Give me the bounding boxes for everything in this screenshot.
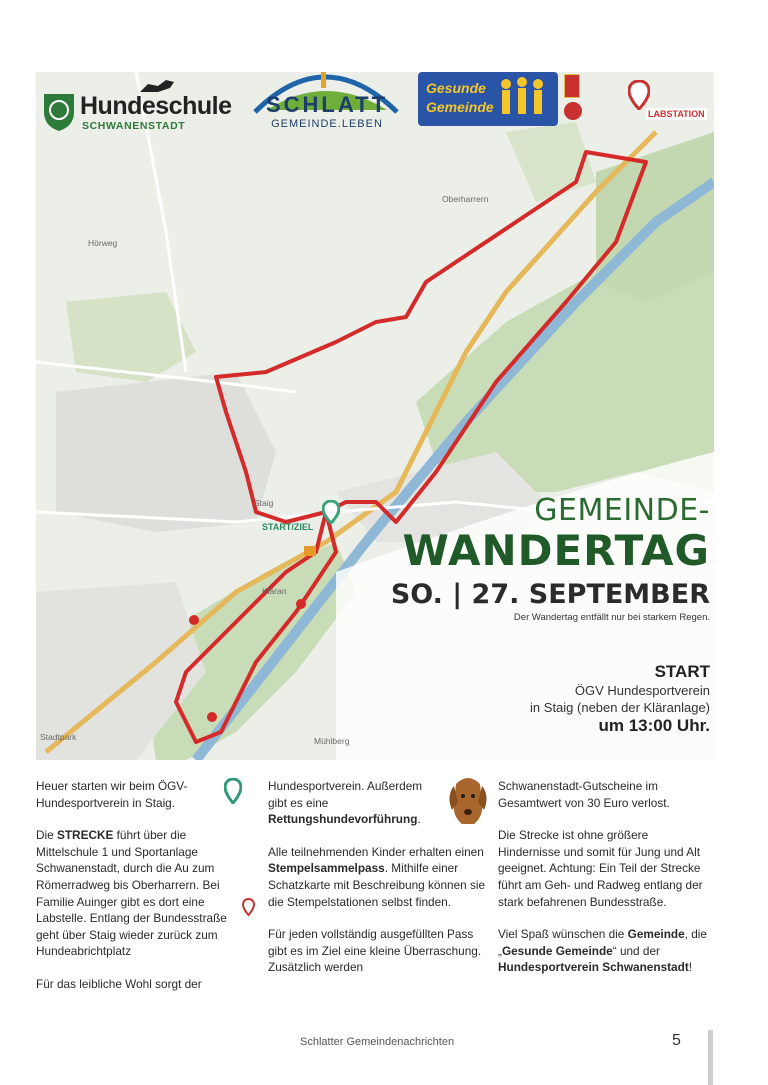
col3-p3-hundesportverein: Hundesportverein Schwanenstadt <box>498 960 689 975</box>
people-group-icon <box>494 74 554 124</box>
start-info-block <box>530 662 710 736</box>
text-column-2 <box>268 778 486 992</box>
labstation-pin-icon <box>628 80 650 110</box>
col2-p1-rettungshund: Rettungshundevorführung <box>268 812 418 827</box>
footer-publication: Schlatter Gemeindenachrichten <box>300 1036 455 1048</box>
text-column-1 <box>36 778 250 1009</box>
event-date: SO. | 27. SEPTEMBER <box>390 579 710 610</box>
col3-p3-gesunde-gemeinde: Gesunde Gemeinde <box>501 943 613 958</box>
col3-paragraph1: Schwanenstadt-Gutscheine im Gesamtwert von 30 Euro verlost. <box>498 779 670 810</box>
gesunde-line2: Gemeinde <box>426 99 494 115</box>
start-label: START <box>654 662 710 681</box>
col1-paragraph1: Heuer starten wir beim ÖGV-Hundesportverein in Staig. <box>36 779 188 810</box>
col3-paragraph3 <box>498 926 712 976</box>
col2-p1-text-c: . <box>417 812 421 827</box>
schlatt-title: SCHLATT <box>265 92 389 117</box>
text-column-3 <box>498 778 712 992</box>
oegv-shield-icon <box>42 92 76 132</box>
seal-badge-icon <box>564 102 582 120</box>
col1-p2-text-c: führt über die Mittelschule 1 und Sportanlage Schwanenstadt, durch die Au zum Römerradweg bis Oberharrern. Bei Familie Auinger gibt es dort eine Labstelle. Entlang der Bundesstraße geht über Staig wieder zurück zum Hundeabrichtplatz <box>36 828 227 959</box>
col3-p3-gemeinde: Gemeinde <box>627 927 685 942</box>
col2-p2-text-a: Alle teilnehmenden Kinder erhalten einen <box>268 844 484 859</box>
schlatt-subtitle: GEMEINDE.LEBEN <box>271 118 383 130</box>
rain-note: Der Wandertag entfällt nur bei starkem Regen. <box>513 612 710 623</box>
place-label-hoerweg: Hörweg <box>88 238 118 248</box>
hundeschule-logo <box>42 78 242 138</box>
col1-p2-text-a: Die <box>36 828 57 843</box>
col3-p3-text-a: Viel Spaß wünschen die <box>498 927 628 942</box>
event-title-block <box>391 494 710 623</box>
col2-paragraph1 <box>268 778 440 828</box>
col1-p2-strecke: STRECKE <box>56 828 114 843</box>
hundeschule-title: Hundeschule <box>80 92 232 120</box>
page-edge-bar <box>708 1030 713 1085</box>
col3-p3-text-g: ! <box>688 960 693 975</box>
labstation-label: LABSTATION <box>648 109 705 119</box>
col2-paragraph2 <box>268 844 486 910</box>
place-label-klaeran: Kläran <box>262 586 287 596</box>
place-label-oberharrern: Oberharrern <box>442 194 489 204</box>
start-place-line2: in Staig (neben der Kläranlage) <box>530 700 710 715</box>
title-line2: WANDERTAG <box>402 526 710 575</box>
place-label-muehlberg: Mühlberg <box>314 736 350 746</box>
gesunde-gemeinde-logo <box>418 72 558 126</box>
place-label-stadtpark: Stadtpark <box>40 732 77 742</box>
col1-paragraph2 <box>36 827 250 960</box>
col2-p2-stempelpass: Stempelsammelpass <box>268 861 385 876</box>
start-ziel-label: START/ZIEL <box>262 522 314 532</box>
col2-p1-text-a: Hundesportverein. Außerdem gibt es eine <box>268 779 423 810</box>
col3-paragraph2: Die Strecke ist ohne größere Hindernisse und somit für Jung und Alt geeignet. Achtung: Ein Teil der Strecke führt am Geh- und Radweg entlang der stark befahrenen Bundesstraße. <box>498 828 703 909</box>
col1-paragraph3: Für das leibliche Wohl sorgt der <box>36 976 202 991</box>
title-line1: GEMEINDE- <box>534 493 710 528</box>
schlatt-logo <box>247 52 403 138</box>
page-number: 5 <box>672 1032 681 1049</box>
col2-paragraph3: Für jeden vollständig ausgefüllten Pass gibt es im Ziel eine kleine Überraschung. Zusätzlich werden <box>268 927 482 975</box>
start-time: um 13:00 Uhr. <box>598 716 710 735</box>
start-place-line1: ÖGV Hundesportverein <box>574 683 710 698</box>
upper-austria-emblem <box>564 74 580 98</box>
col2-p2-text-c: . Mithilfe einer Schatzkarte mit Beschreibung können sie die Stempelstationen selbst finden. <box>268 861 486 909</box>
route-map <box>36 72 714 760</box>
col3-p3-text-c: , die „ <box>498 927 707 958</box>
gesunde-line1: Gesunde <box>426 80 486 96</box>
place-label-staig: Staig <box>254 498 274 508</box>
hundeschule-subtitle: SCHWANENSTADT <box>82 120 186 132</box>
start-pin-icon <box>322 500 340 524</box>
col3-p3-text-e: “ und der <box>612 943 660 958</box>
